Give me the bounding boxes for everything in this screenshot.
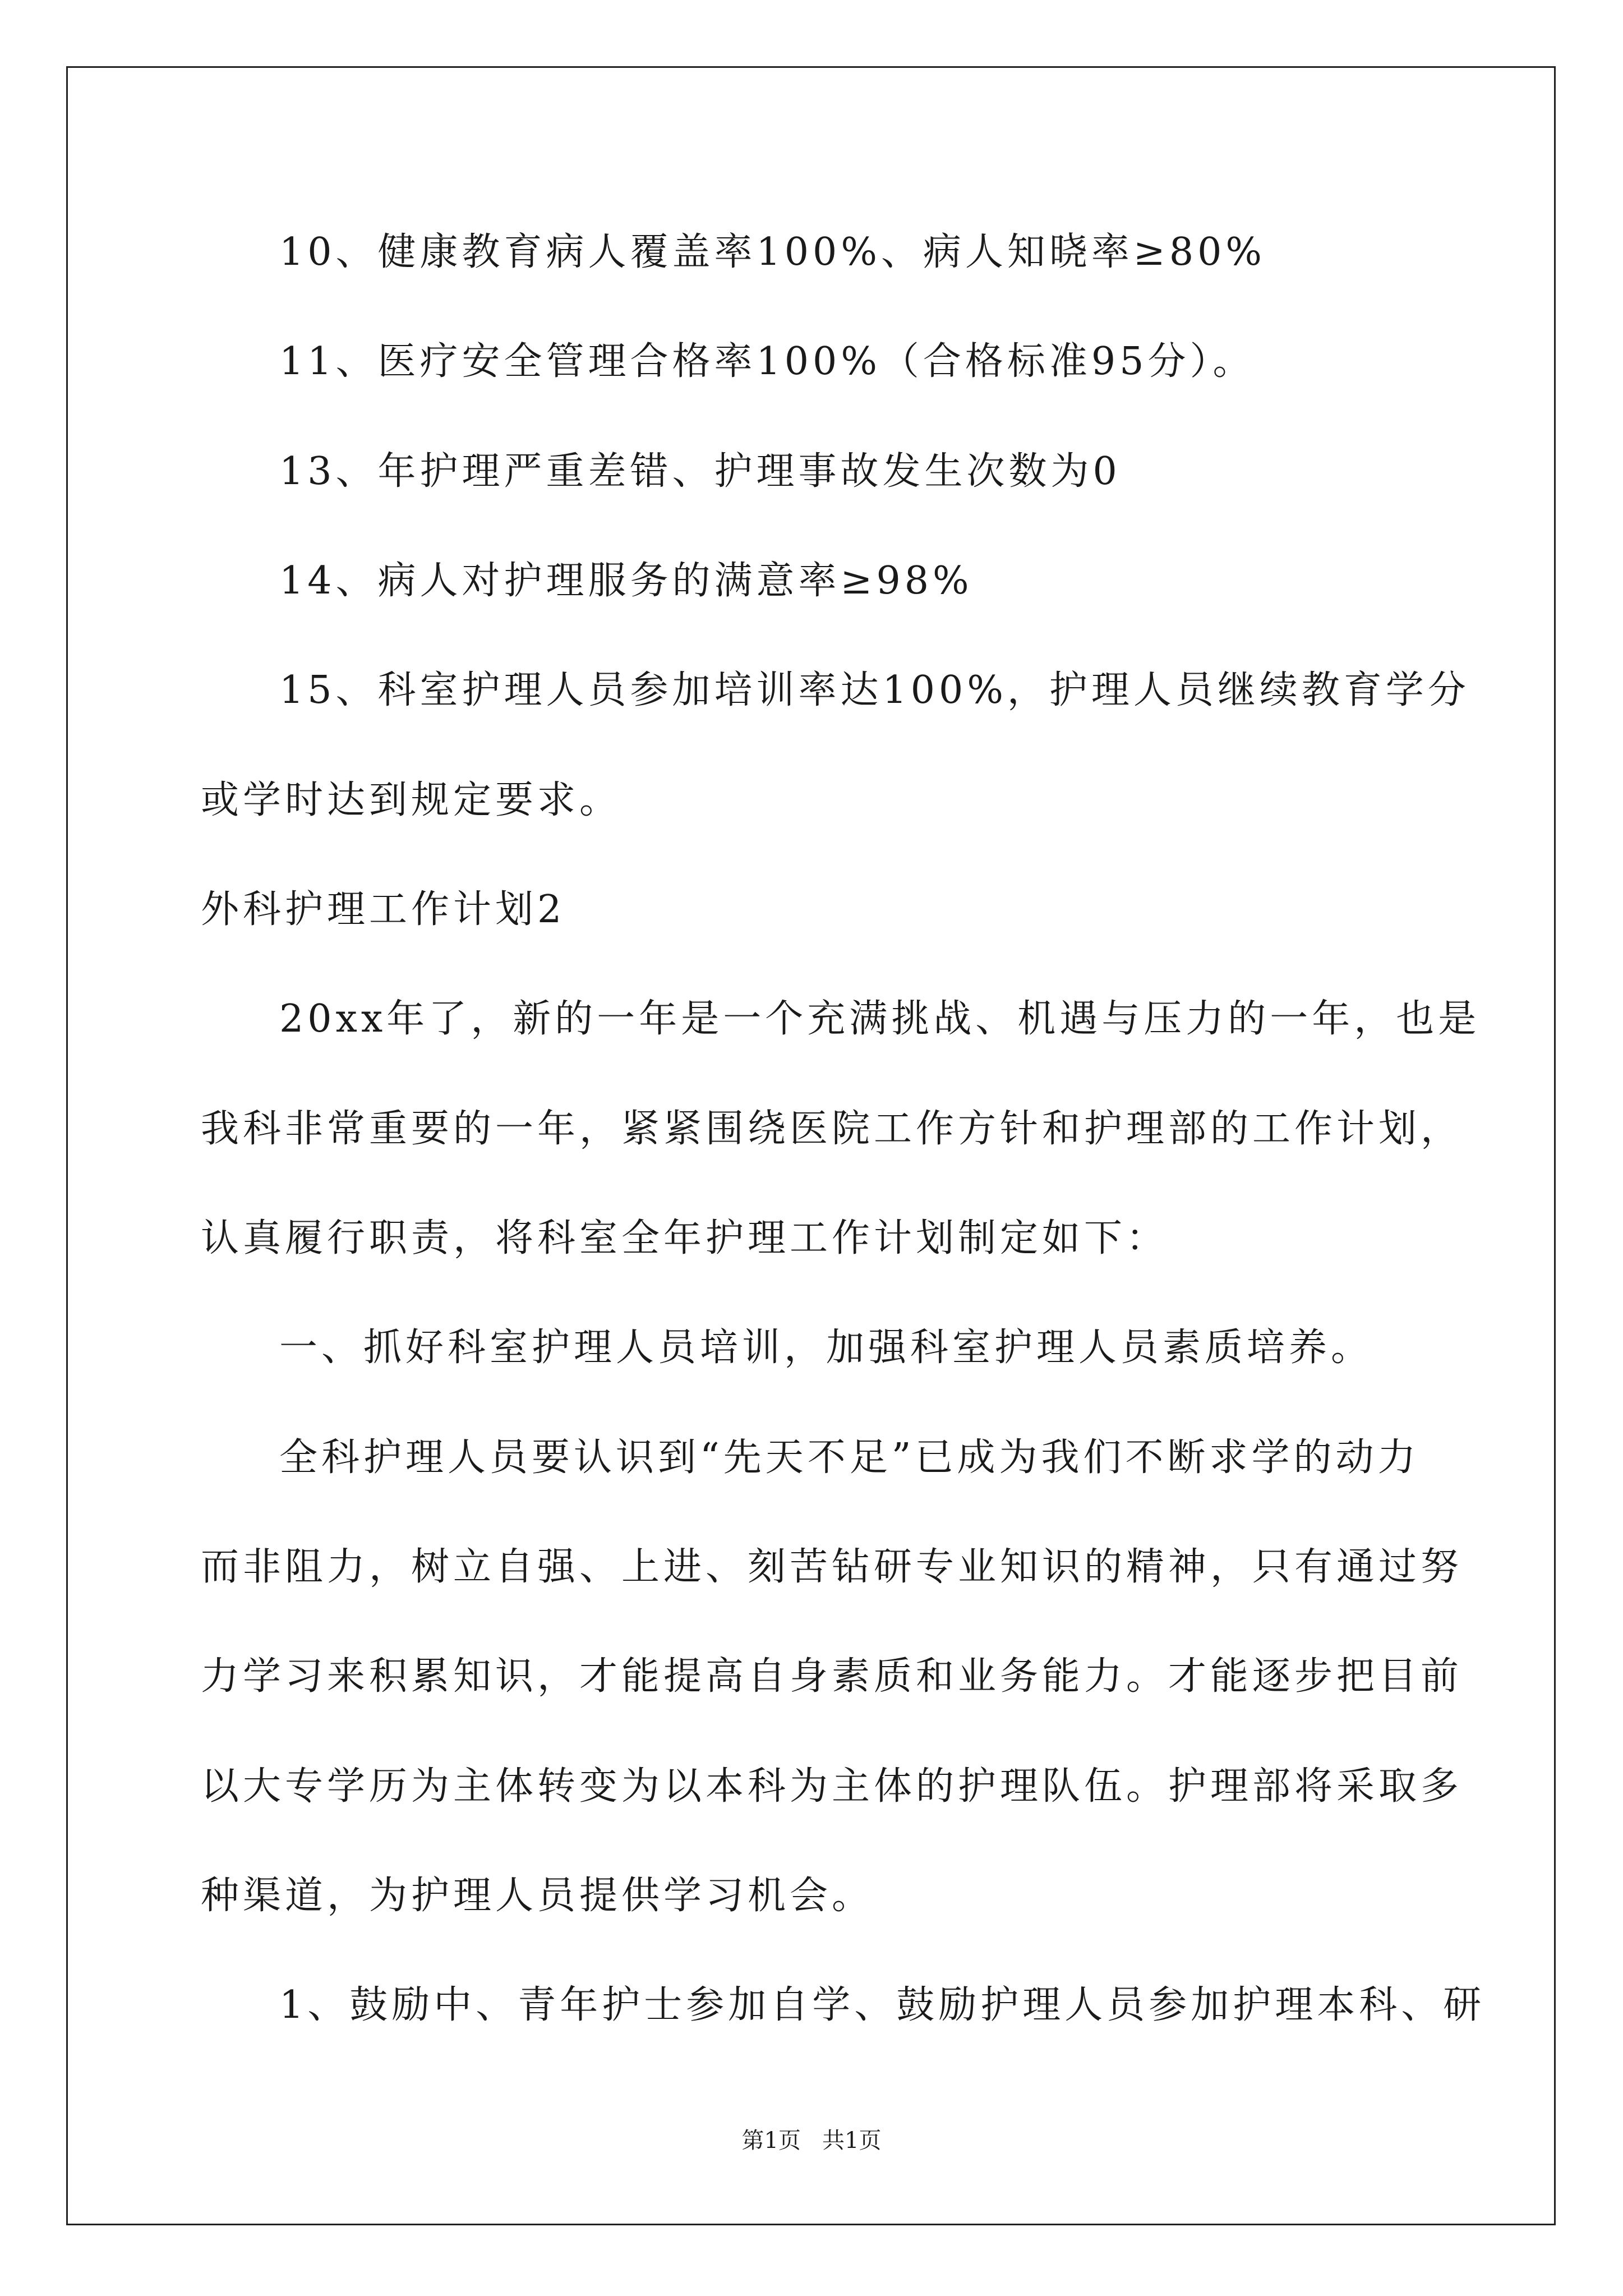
- paragraph-training-line-1: 全科护理人员要认识到“先天不足”已成为我们不断求学的动力: [279, 1435, 1420, 1480]
- page-footer: [0, 2129, 1623, 2152]
- page-total: 共1页: [822, 2128, 882, 2154]
- text-line-item-15-cont: 或学时达到规定要求。: [201, 778, 622, 822]
- text-line-item-10: 10、健康教育病人覆盖率100%、病人知晓率≥80%: [279, 230, 1266, 274]
- paragraph-training-line-4: 以大专学历为主体转变为以本科为主体的护理队伍。护理部将采取多: [201, 1764, 1463, 1809]
- paragraph-training-line-3: 力学习来积累知识，才能提高自身素质和业务能力。才能逐步把目前: [201, 1654, 1463, 1699]
- subheading-one: 一、抓好科室护理人员培训，加强科室护理人员素质培养。: [279, 1326, 1373, 1370]
- paragraph-training-line-2: 而非阻力，树立自强、上进、刻苦钻研专业知识的精神，只有通过努: [201, 1545, 1463, 1589]
- paragraph-training-line-5: 种渠道，为护理人员提供学习机会。: [201, 1874, 874, 1918]
- paragraph-intro-line-2: 我科非常重要的一年，紧紧围绕医院工作方针和护理部的工作计划，: [201, 1107, 1463, 1151]
- text-line-item-15: 15、科室护理人员参加培训率达100%，护理人员继续教育学分: [279, 668, 1470, 712]
- page-number: 第1页: [741, 2128, 801, 2154]
- list-item-1: 1、鼓励中、青年护士参加自学、鼓励护理人员参加护理本科、研: [279, 1983, 1486, 2027]
- text-line-item-14: 14、病人对护理服务的满意率≥98%: [279, 559, 973, 603]
- text-line-item-11: 11、医疗安全管理合格率100%（合格标准95分）。: [279, 339, 1255, 384]
- paragraph-intro-line-3: 认真履行职责，将科室全年护理工作计划制定如下：: [201, 1216, 1169, 1260]
- paragraph-intro-line-1: 20xx年了，新的一年是一个充满挑战、机遇与压力的一年，也是: [279, 997, 1481, 1041]
- section-heading: 外科护理工作计划2: [201, 887, 566, 932]
- text-line-item-13: 13、年护理严重差错、护理事故发生次数为0: [279, 449, 1121, 494]
